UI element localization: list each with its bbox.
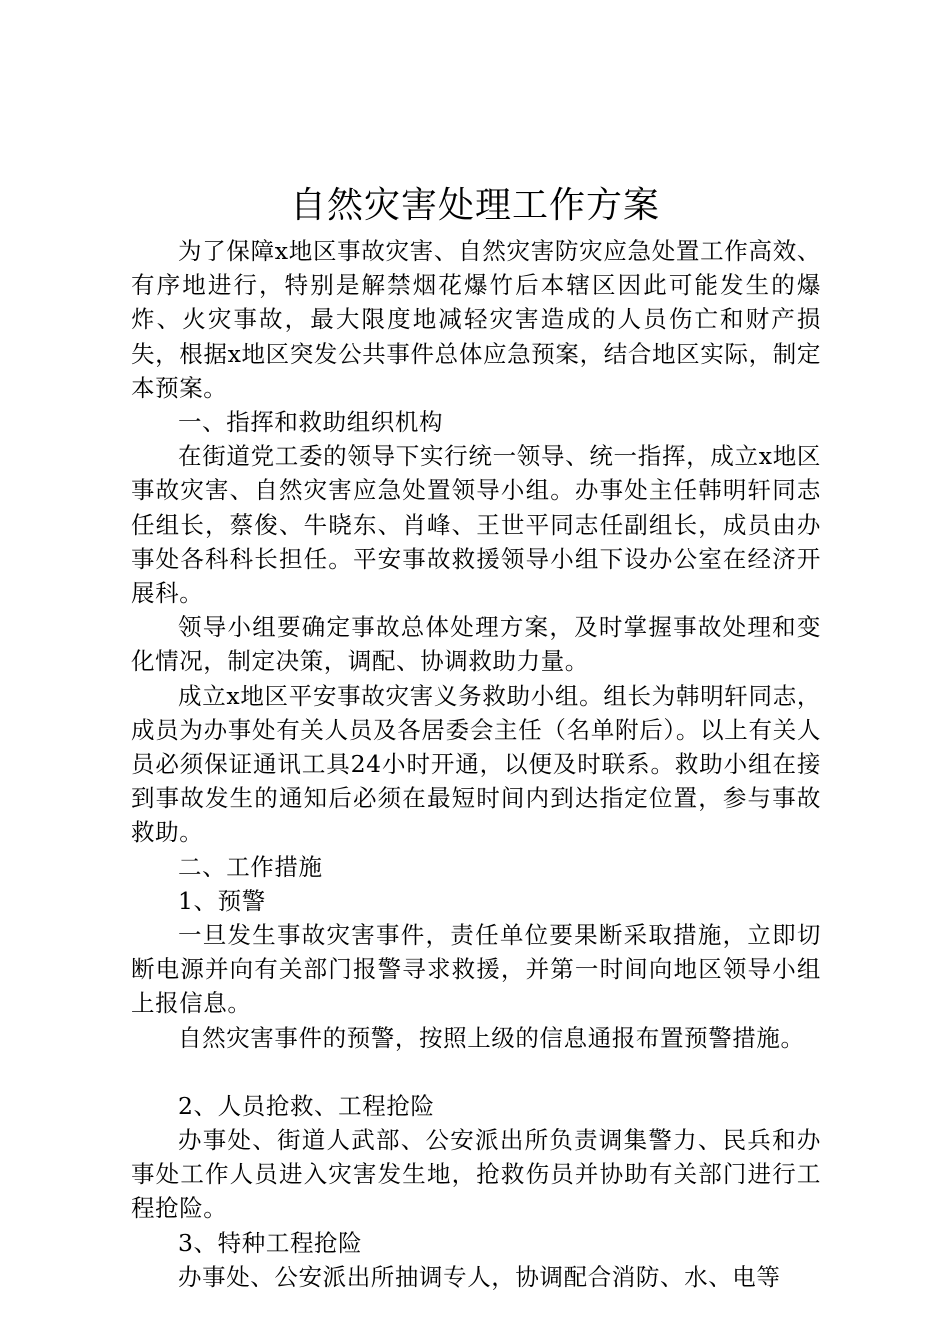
paragraph-rescue-engineering: 办事处、街道人武部、公安派出所负责调集警力、民兵和办事处工作人员进入灾害发生地，抢救伤员并协助有关部门进行工程抢险。	[131, 1126, 821, 1223]
paragraph-organization: 在街道党工委的领导下实行统一领导、统一指挥，成立x地区事故灾害、自然灾害应急处置领导小组。办事处主任韩明轩同志任组长，蔡俊、牛晓东、肖峰、王世平同志任副组长，成员由办事处各科科长担任。平安事故救援领导小组下设办公室在经济开展科。	[131, 442, 821, 608]
paragraph-rescue-team: 成立x地区平安事故灾害义务救助小组。组长为韩明轩同志，成员为办事处有关人员及各居委会主任（名单附后）。以上有关人员必须保证通讯工具24小时开通，以便及时联系。救助小组在接到事故发生的通知后必须在最短时间内到达指定位置，参与事故救助。	[131, 681, 821, 847]
paragraph-leadership-duties: 领导小组要确定事故总体处理方案，及时掌握事故处理和变化情况，制定决策，调配、协调救助力量。	[131, 613, 821, 676]
heading-section-1: 一、指挥和救助组织机构	[178, 408, 444, 437]
heading-rescue-engineering: 2、人员抢救、工程抢险	[178, 1091, 435, 1120]
heading-special-engineering: 3、特种工程抢险	[178, 1228, 363, 1257]
paragraph-intro: 为了保障x地区事故灾害、自然灾害防灾应急处置工作高效、有序地进行，特别是解禁烟花爆竹后本辖区因此可能发生的爆炸、火灾事故，最大限度地减轻灾害造成的人员伤亡和财产损失，根据x地区突发公共事件总体应急预案，结合地区实际，制定本预案。	[131, 237, 821, 402]
heading-warning: 1、预警	[178, 886, 266, 915]
paragraph-warning-response: 一旦发生事故灾害事件，责任单位要果断采取措施，立即切断电源并向有关部门报警寻求救援，并第一时间向地区领导小组上报信息。	[131, 921, 821, 1018]
paragraph-special-engineering: 办事处、公安派出所抽调专人，协调配合消防、水、电等	[178, 1262, 781, 1291]
heading-section-2: 二、工作措施	[178, 852, 323, 881]
document-body	[131, 234, 821, 1294]
document-title: 自然灾害处理工作方案	[289, 185, 660, 226]
paragraph-natural-disaster-warning: 自然灾害事件的预警，按照上级的信息通报布置预警措施。	[178, 1023, 805, 1052]
